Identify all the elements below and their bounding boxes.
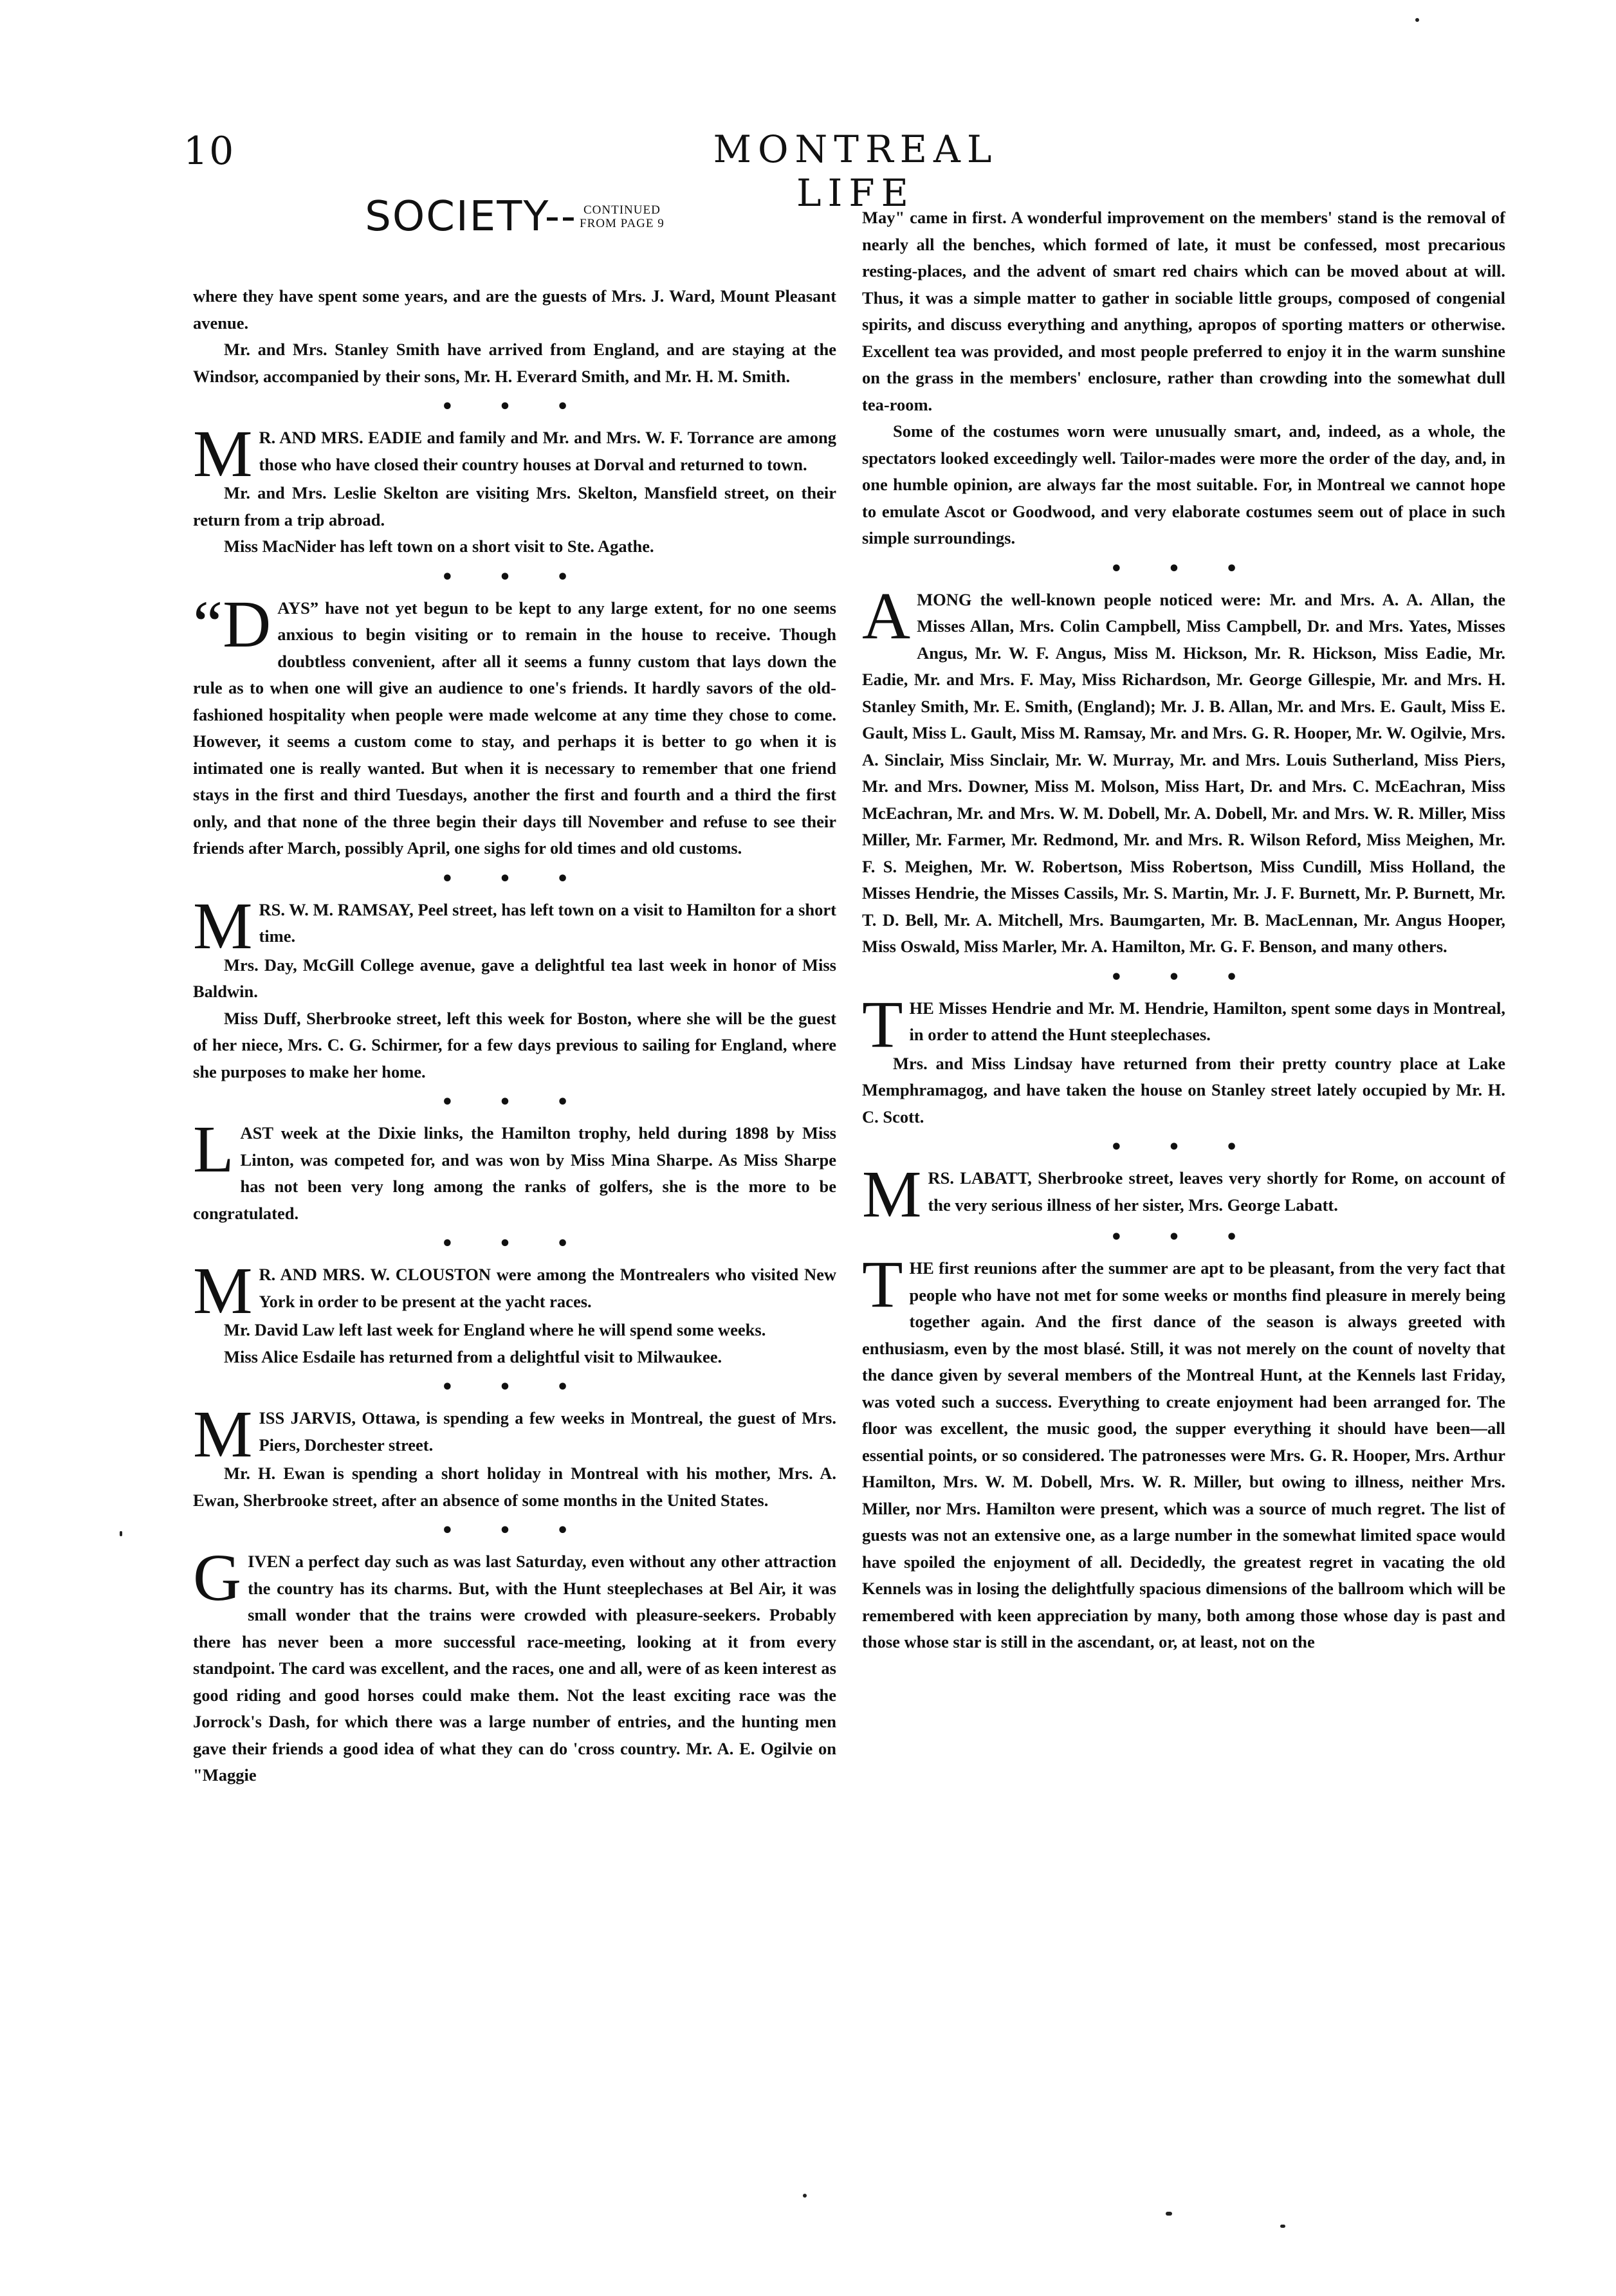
paragraph: HE first reunions after the summer are apt to be pleasant, from the very fact that people who have not met for some weeks or months find pleasure in merely being together again. And the first dance of the season is always greeted with enthusiasm, even by the most blasé. Still, it was not merely on the count of novelty that the dance given by several members of the Montreal Hunt, at the Kennels last Friday, was voted such a success. Everything to create enjoyment had been arranged for. The floor was excellent, the music good, the supper everything it should have been—all essential points, or so considered. The patronesses were Mrs. G. R. Hooper, Mrs. Arthur Hamilton, Mrs. W. M. Dobell, Mrs. W. R. Miller, but owing to illness, neither Mrs. Miller, nor Mrs. Hamilton were present, which was a source of much regret. The list of guests was not an extensive one, as a large number in the somewhat limited space would have spoiled the enjoyment of all. Decidedly, the greatest regret in vacating the old Kennels was in losing the delightfully spacious dimensions of the ballroom which will be remembered with keen appreciation by many, both among those whose day is past and those whose star is still in the ascendant, or, at least, not on the xyxy=(862,1258,1505,1651)
article-golf xyxy=(193,1120,836,1227)
drop-cap: M xyxy=(193,425,253,480)
paragraph: Miss Alice Esdaile has returned from a delightful visit to Milwaukee. xyxy=(224,1346,722,1366)
paragraph: Miss MacNider has left town on a short visit to Ste. Agathe. xyxy=(224,537,654,556)
paragraph: Mr. David Law left last week for England where he will spend some weeks. xyxy=(224,1320,766,1339)
scan-speck xyxy=(1166,2212,1172,2216)
paragraph: MONG the well-known people noticed were: Mr. and Mrs. A. A. Allan, the Misses Allan, Mrs. Colin Campbell, Miss Campbell, Dr. and Mrs. Yates, Misses Angus, Mr. W. F. Angus, Miss M. Hickson, Mr. R. Hickson, Miss Eadie, Mr. Eadie, Mr. and Mrs. F. May, Miss Richardson, Mr. George Gillespie, Mr. and Mrs. H. Stanley Smith, Mr. E. Smith, (England); Mr. J. B. Allan, Mr. and Mrs. E. Gault, Miss E. Gault, Miss L. Gault, Miss M. Ramsay, Mr. and Mrs. G. R. Hooper, Mr. W. Ogilvie, Mrs. A. Sinclair, Miss Sinclair, Mr. W. Murray, Mr. and Mrs. Louis Sutherland, Miss Piers, Mr. and Mrs. Downer, Miss M. Molson, Miss Hart, Dr. and Mrs. C. McEachran, Miss McEachran, Mr. and Mrs. W. M. Dobell, Mr. A. Dobell, Mr. and Mrs. W. R. Miller, Miss Miller, Mr. Farmer, Mr. Redmond, Mr. and Mrs. R. Wilson Reford, Miss Meighen, Mr. F. S. Meighen, Mr. W. Robertson, Miss Robertson, Miss Cundill, Miss Holland, the Misses Hendrie, the Misses Cassils, Mr. S. Martin, Mr. J. F. Burnett, Mr. P. Burnett, Mr. T. D. Bell, Mr. A. Mitchell, Mrs. Baumgarten, Mr. B. MacLennan, Mr. Angus Hooper, Miss Oswald, Miss Marler, Mr. A. Hamilton, Mr. G. F. Benson, and many others. xyxy=(862,589,1505,956)
section-divider: • • • xyxy=(1110,1226,1258,1249)
paragraph: R. AND MRS. W. CLOUSTON were among the Montrealers who visited New York in order to be present at the yacht races. xyxy=(259,1265,836,1311)
paragraph: AST week at the Dixie links, the Hamilton trophy, held during 1898 by Miss Linton, was competed for, and was won by Miss Mina Sharpe. As Miss Sharpe has not been very long among the ranks of golfers, she is the more to be congratulated. xyxy=(193,1123,836,1223)
drop-cap: L xyxy=(193,1120,234,1186)
section-heading xyxy=(193,193,836,257)
paragraph: RS. LABATT, Sherbrooke street, leaves very shortly for Rome, on account of the very serious illness of her sister, Mrs. George Labatt. xyxy=(928,1168,1505,1215)
left-column xyxy=(193,193,836,1789)
paragraph: where they have spent some years, and are the guests of Mrs. J. Ward, Mount Pleasant avenue. xyxy=(193,286,836,333)
paragraph: Mr. H. Ewan is spending a short holiday in Montreal with his mother, Mrs. A. Ewan, Sherbrooke street, after an absence of some months in the United States. xyxy=(193,1464,836,1510)
paragraph: R. AND MRS. EADIE and family and Mr. and Mrs. W. F. Torrance are among those who have closed their country houses at Dorval and returned to town. xyxy=(259,428,836,474)
scan-speck xyxy=(1415,18,1419,22)
right-column xyxy=(862,205,1505,1656)
article-ramsay xyxy=(193,897,836,952)
continued-line-1: CONTINUED xyxy=(583,203,661,217)
section-divider: • • • xyxy=(1110,966,1258,989)
section-divider: • • • xyxy=(441,396,589,418)
paragraph: Mr. and Mrs. Leslie Skelton are visiting Mrs. Skelton, Mansfield street, on their return from a trip abroad. xyxy=(193,483,836,529)
paragraph: May" came in first. A wonderful improvement on the members' stand is the removal of nearly all the benches, which formed of late, it must be confessed, most precarious resting-places, and the advent of smart red chairs which can be moved about at will. Thus, it was a simple matter to gather in sociable little groups, composed of congenial spirits, and discuss everything and anything, apropos of sporting matters or otherwise. Excellent tea was provided, and most people preferred to enjoy it in the warm sunshine on the grass in the members' enclosure, rather than crowding into the somewhat dull tea-room. xyxy=(862,208,1505,414)
paragraph: IVEN a perfect day such as was last Saturday, even without any other attraction the country has its charms. But, with the Hunt steeplechases at Bel Air, it was small wonder that the trains were crowded with pleasure-seekers. Probably there has never been a more successful race-meeting, looking at it from every standpoint. The card was excellent, and the races, one and all, were of as keen interest as good riding and good horses could make them. Not the least exciting race was the Jorrock's Dash, for which there was a large number of entries, and the hunting men gave their friends a good idea of what they can do 'cross country. Mr. A. E. Ogilvie on "Maggie xyxy=(193,1552,836,1785)
drop-cap: M xyxy=(193,896,253,952)
section-divider: • • • xyxy=(441,867,589,890)
drop-cap: M xyxy=(193,1262,253,1317)
paragraph: Miss Duff, Sherbrooke street, left this week for Boston, where she will be the guest of her niece, Mrs. C. G. Schirmer, for a few days previous to sailing for England, where she purposes to make her home. xyxy=(193,1008,836,1081)
section-divider: • • • xyxy=(441,1376,589,1399)
article-hunt-dance xyxy=(862,1255,1505,1656)
drop-cap: G xyxy=(193,1548,242,1615)
drop-cap: M xyxy=(193,1405,253,1460)
article-hendrie xyxy=(862,995,1505,1051)
section-divider: • • • xyxy=(441,565,589,589)
continued-note xyxy=(580,203,665,230)
drop-cap: T xyxy=(862,995,903,1051)
scan-speck xyxy=(803,2194,807,2198)
paragraph: HE Misses Hendrie and Mr. M. Hendrie, Hamilton, spent some days in Montreal, in order to attend the Hunt steeplechases. xyxy=(909,998,1505,1044)
scan-speck xyxy=(120,1531,122,1536)
paragraph: Mrs. and Miss Lindsay have returned from their pretty country place at Lake Memphramagog, and have taken the house on Stanley street lately occupied by Mr. H. C. Scott. xyxy=(862,1053,1505,1126)
paragraph: ISS JARVIS, Ottawa, is spending a few weeks in Montreal, the guest of Mrs. Piers, Dorchester street. xyxy=(259,1408,836,1455)
section-divider: • • • xyxy=(441,1520,589,1542)
article-eadie xyxy=(193,425,836,480)
paragraph: Mrs. Day, McGill College avenue, gave a delightful tea last week in honor of Miss Baldwin. xyxy=(193,955,836,1001)
running-head: MONTREAL LIFE xyxy=(713,127,998,215)
article-steeplechase xyxy=(193,1548,836,1789)
continued-line-2: FROM PAGE 9 xyxy=(580,217,665,230)
drop-cap: “D xyxy=(193,594,271,661)
section-divider: • • • xyxy=(441,1091,589,1114)
article-days xyxy=(193,595,836,862)
section-divider: • • • xyxy=(441,1233,589,1255)
paragraph: AYS” have not yet begun to be kept to any large extent, for no one seems anxious to begin visiting or to remain in the house to receive. Though doubtless convenient, after all it seems a funny custom that lays down the rule as to when one will give an audience to one's friends. It hardly savors of the old-fashioned hospitality when people were made welcome at any time they chose to come. However, it seems a custom come to stay, and perhaps it is better to go when it is intimated one is really wanted. But when it is necessary to remember that one friend stays in the first and third Tuesdays, another the first and fourth and a third the first only, and that none of the three begin their days till November and refuse to see their friends after March, possibly April, one sighs for old times and old customs. xyxy=(193,598,836,858)
article-clouston xyxy=(193,1262,836,1317)
paragraph: RS. W. M. RAMSAY, Peel street, has left town on a visit to Hamilton for a short time. xyxy=(259,899,836,946)
section-title: SOCIETY-- xyxy=(365,193,578,241)
article-labatt xyxy=(862,1165,1505,1220)
section-divider: • • • xyxy=(1110,1136,1258,1159)
paragraph: Mr. and Mrs. Stanley Smith have arrived from England, and are staying at the Windsor, accompanied by their sons, Mr. H. Everard Smith, and Mr. H. M. Smith. xyxy=(193,340,836,386)
drop-cap: T xyxy=(862,1255,903,1321)
article-jarvis xyxy=(193,1405,836,1460)
paragraph: Some of the costumes worn were unusually smart, and, indeed, as a whole, the spectators looked exceedingly well. Tailor-mades were more the order of the day, and, in one humble opinion, are always far the most suitable. For, in Montreal we cannot hope to emulate Ascot or Goodwood, and very elaborate costumes seem out of place in such simple surroundings. xyxy=(862,421,1505,547)
drop-cap: A xyxy=(862,586,911,653)
drop-cap: M xyxy=(862,1165,922,1220)
section-divider: • • • xyxy=(1110,557,1258,580)
page-number: 10 xyxy=(183,129,235,174)
scan-speck xyxy=(1280,2225,1285,2228)
article-attendees xyxy=(862,587,1505,960)
